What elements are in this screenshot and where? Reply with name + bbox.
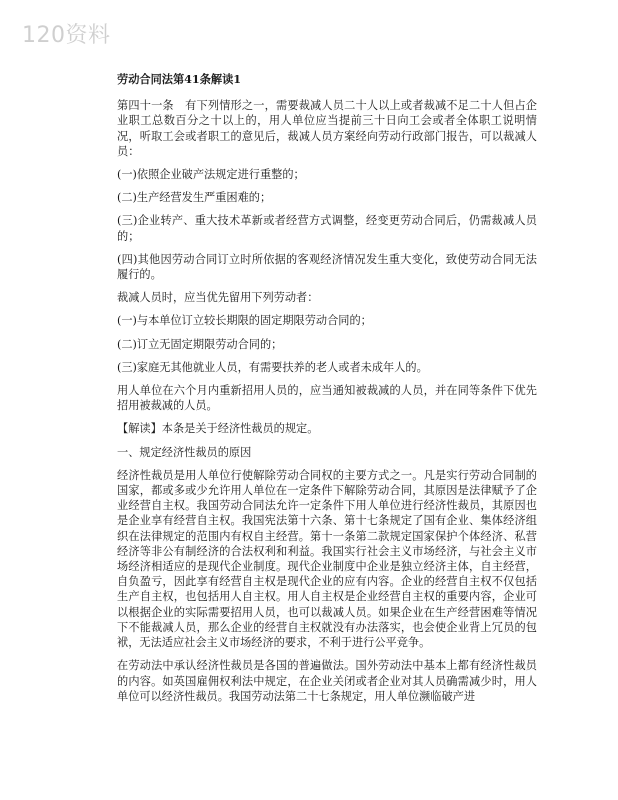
watermark: 120资料 [22, 23, 111, 48]
document-body [117, 72, 537, 712]
document-title: 劳动合同法第41条解读1 [117, 72, 242, 86]
paragraph: 裁减人员时，应当优先留用下列劳动者： [117, 291, 319, 305]
paragraph: 第四十一条 有下列情形之一，需要裁减人员二十人以上或者裁减不足二十人但占企业职工总数百分之十以上的，用人单位应当提前三十日向工会或者全体职工说明情况，听取工会或者职工的意见后，裁减人员方案经向劳动行政部门报告，可以裁减人员： [117, 99, 537, 158]
paragraph: (三)企业转产、重大技术革新或者经营方式调整，经变更劳动合同后，仍需裁减人员的； [117, 214, 537, 243]
paragraph: 用人单位在六个月内重新招用人员的，应当通知被裁减的人员，并在同等条件下优先招用被裁减的人员。 [117, 384, 537, 413]
paragraph: (一)与本单位订立较长期限的固定期限劳动合同的； [117, 314, 372, 328]
section-heading: 一、规定经济性裁员的原因 [117, 445, 252, 459]
paragraph: (一)依照企业破产法规定进行重整的； [117, 168, 305, 182]
paragraph: 【解读】本条是关于经济性裁员的规定。 [117, 422, 319, 436]
paragraph: (二)订立无固定期限劳动合同的； [117, 337, 283, 351]
paragraph: (三)家庭无其他就业人员，有需要扶养的老人或者未成年人的。 [117, 360, 428, 374]
paragraph: (二)生产经营发生严重困难的； [117, 191, 272, 205]
paragraph: 经济性裁员是用人单位行使解除劳动合同权的主要方式之一。凡是实行劳动合同制的国家，都或多或少允许用人单位在一定条件下解除劳动合同，其原因是法律赋予了企业经营自主权。我国劳动合同法允许一定条件下用人单位进行经济性裁员，其原因也是企业享有经营自主权。我国宪法第十六条、第十七条规定了国有企业、集体经济组织在法律规定的范围内有权自主经营。第十一条第二款规定国家保护个体经济、私营经济等非公有制经济的合法权利和利益。我国实行社会主义市场经济，与社会主义市场经济相适应的是现代企业制度。现代企业制度中企业是独立经济主体，自主经营，自负盈亏，因此享有经营自主权是现代企业的应有内容。企业的经营自主权不仅包括生产自主权，也包括用人自主权。用人自主权是企业经营自主权的重要内容，企业可以根据企业的实际需要招用人员，也可以裁减人员。如果企业在生产经营困难等情况下不能裁减人员，那么企业的经营自主权就没有办法落实，也会使企业背上冗员的包袱，无法适应社会主义市场经济的要求，不利于进行公平竞争。 [117, 468, 537, 650]
paragraph: (四)其他因劳动合同订立时所依据的客观经济情况发生重大变化，致使劳动合同无法履行的。 [117, 252, 537, 282]
paragraph: 在劳动法中承认经济性裁员是各国的普遍做法。国外劳动法中基本上都有经济性裁员的内容。如英国雇佣权利法中规定，在企业关闭或者企业对其人员确需减少时，用人单位可以经济性裁员。我国劳动法第二十七条规定，用人单位濒临破产进 [117, 659, 537, 703]
